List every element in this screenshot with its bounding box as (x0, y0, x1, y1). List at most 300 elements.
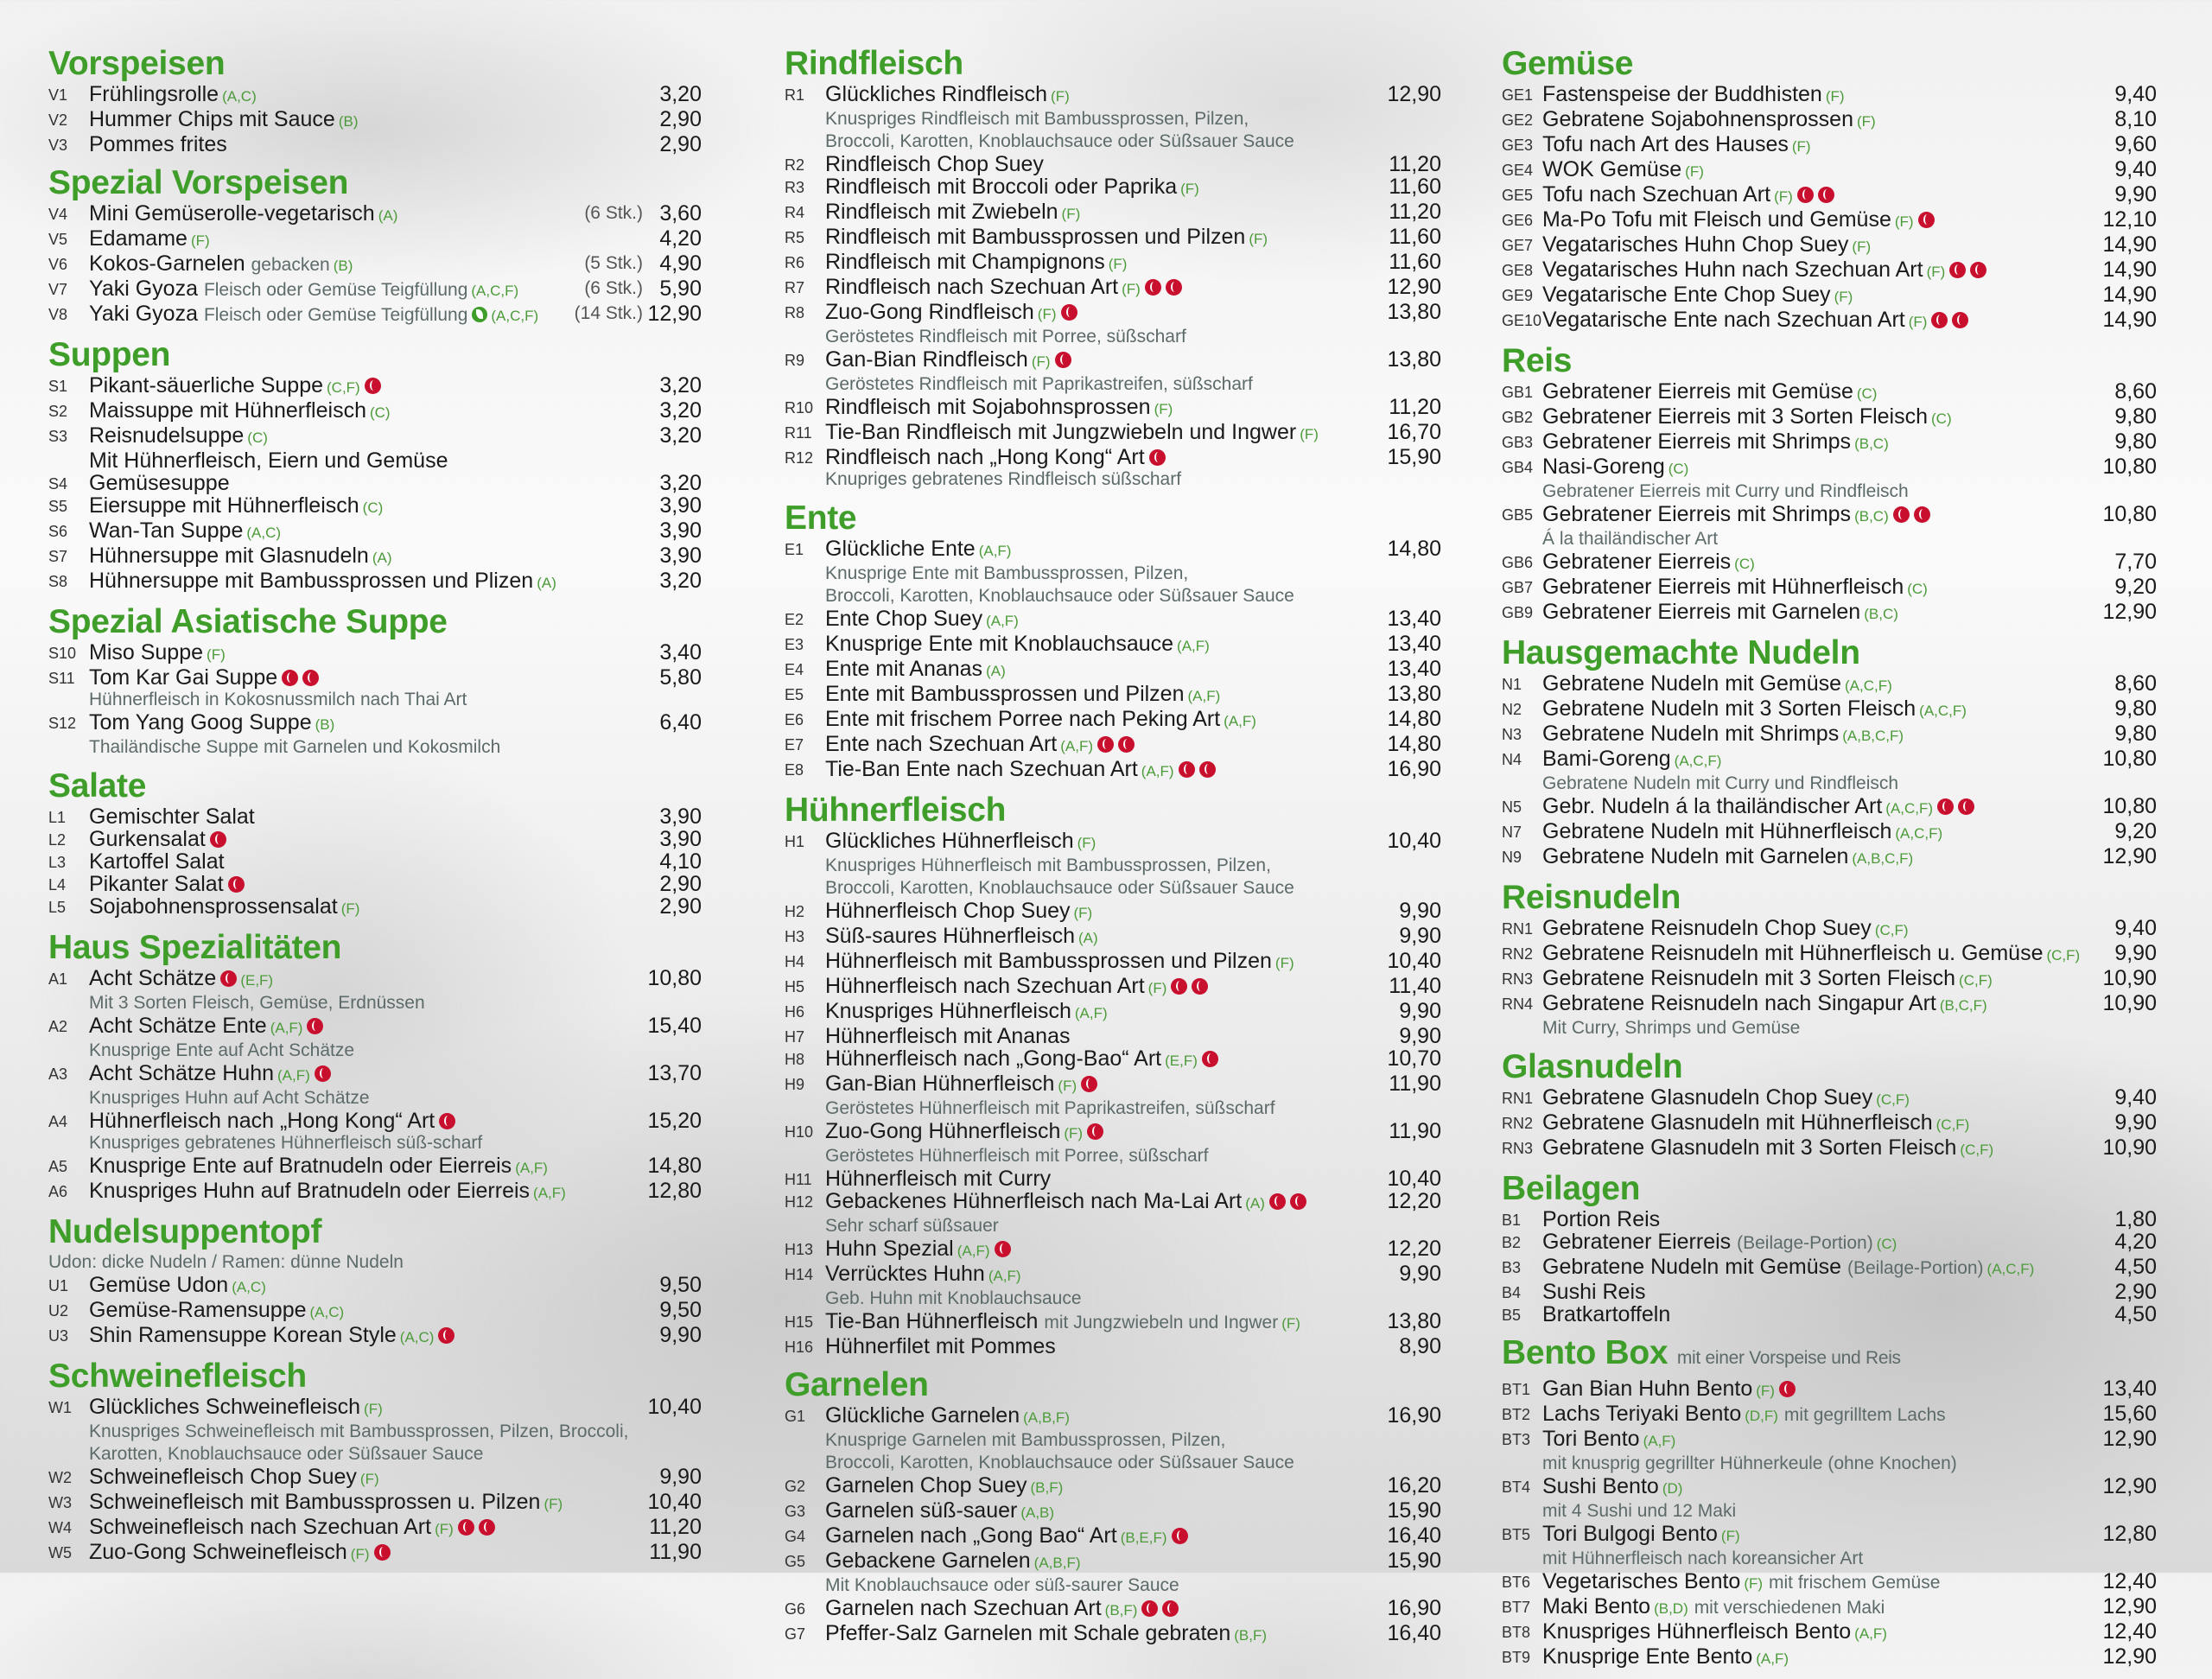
menu-item (1502, 697, 2157, 722)
item-name-line (825, 950, 1441, 975)
item-name-line (1542, 308, 2157, 334)
menu-item (48, 711, 702, 736)
item-price: 4,90 (659, 251, 702, 276)
menu-item (48, 850, 702, 873)
item-name: Gebratener Eierreis mit Shrimps (1542, 502, 1852, 526)
item-name: Tofu nach Art des Hauses (1542, 132, 1789, 156)
menu-item (48, 1299, 702, 1324)
item-name: Yaki Gyoza (89, 277, 198, 301)
item-name: Vegatarische Ente nach Szechuan Art (1542, 308, 1905, 332)
item-price: 5,90 (659, 277, 702, 301)
menu-item (1502, 208, 2157, 233)
item-price: 4,20 (659, 226, 702, 251)
section-title (785, 792, 1441, 830)
menu-item (48, 374, 702, 399)
item-allergens: (A,F) (957, 1243, 990, 1259)
item-allergens: (F) (1834, 289, 1853, 305)
item-name-line (1542, 1086, 2157, 1111)
menu-item (1502, 1428, 2157, 1453)
item-allergens: (A,C,F) (1986, 1261, 2035, 1277)
item-name-line (89, 1299, 702, 1324)
chili-icon (1118, 736, 1135, 753)
item-description: Broccoli, Karotten, Knoblauchsauce oder Süßsauer Sauce (825, 1453, 1294, 1472)
item-name: Acht Schätze Ente (89, 1014, 267, 1038)
item-name: Yaki Gyoza (89, 302, 198, 326)
item-name-line (825, 683, 1441, 708)
item-price: 14,90 (2102, 258, 2157, 282)
item-price: 10,80 (2102, 455, 2157, 479)
item-code: E1 (785, 541, 804, 558)
menu-item (785, 1310, 1441, 1335)
item-allergens: (F) (1857, 113, 1876, 130)
item-allergens: (A,C) (232, 1279, 266, 1295)
item-allergens: (A,F) (1854, 1625, 1887, 1642)
item-code: GE4 (1502, 162, 1534, 179)
item-allergens: (A) (1245, 1195, 1265, 1212)
item-allergens: (C,F) (1876, 1091, 1910, 1108)
menu-item (48, 1324, 702, 1349)
item-allergens: (F) (1037, 306, 1057, 322)
item-code: GE10 (1502, 312, 1542, 329)
item-name: Hühnersuppe mit Glasnudeln (89, 544, 369, 568)
item-name: Gebratener Eierreis mit 3 Sorten Fleisch (1542, 404, 1929, 429)
item-allergens: (F) (1274, 955, 1294, 971)
item-price: 9,90 (1399, 899, 1441, 923)
item-allergens: (A,B,C,F) (1842, 728, 1904, 744)
section-title (1502, 45, 2157, 83)
menu-item (1502, 430, 2157, 455)
item-price: 14,90 (2102, 283, 2157, 307)
menu-item (785, 1120, 1441, 1145)
item-code: R3 (785, 179, 805, 196)
item-price: 13,80 (1387, 347, 1441, 372)
item-name-line (825, 1072, 1441, 1097)
item-name: Ente mit frischem Porree nach Peking Art (825, 707, 1221, 731)
item-code: H8 (785, 1051, 805, 1068)
section-title (785, 1366, 1441, 1404)
menu-item (1502, 1136, 2157, 1161)
section-title-text: Garnelen (785, 1366, 929, 1403)
item-code: V2 (48, 111, 68, 129)
menu-item (1502, 1086, 2157, 1111)
item-name-line (1542, 967, 2157, 992)
item-allergens: (B) (333, 258, 353, 274)
item-price: 13,40 (1387, 657, 1441, 681)
item-description: Geröstetes Hühnerfleisch mit Porree, süßscharf (825, 1146, 1209, 1166)
item-name: Gemischter Salat (89, 805, 255, 829)
item-price: 3,60 (659, 201, 702, 226)
item-price: 8,90 (1399, 1334, 1441, 1358)
chili-icon (438, 1327, 454, 1344)
item-price: 12,20 (1387, 1237, 1441, 1261)
item-description: Gebratener Eierreis mit Curry und Rindfleisch (1542, 481, 1909, 501)
item-name: Fastenspeise der Buddhisten (1542, 82, 1822, 106)
item-name-line (825, 226, 1441, 251)
menu-section-hühnerfleisch (785, 792, 1441, 1358)
item-name: Gebratene Reisnudeln mit Hühnerfleisch u. Gemüse (1542, 941, 2044, 965)
item-price: 10,70 (1387, 1046, 1441, 1071)
item-code: V1 (48, 86, 68, 104)
item-name-line (89, 424, 702, 449)
item-name: Vegetarisches Bento (1542, 1569, 1741, 1593)
item-price: 10,40 (1387, 1167, 1441, 1191)
item-name: Pikant-säuerliche Suppe (89, 373, 323, 397)
item-price: 12,40 (2102, 1569, 2157, 1593)
item-name-line (1542, 917, 2157, 942)
menu-item (48, 1062, 702, 1087)
item-name: Knusprige Ente mit Knoblauchsauce (825, 632, 1174, 656)
section-subtitle: mit einer Vorspeise und Reis (1676, 1348, 1901, 1368)
item-allergens: (A,B,F) (1023, 1409, 1070, 1426)
item-name-line (825, 1310, 1441, 1335)
section-title (48, 603, 702, 641)
item-name-line (89, 1324, 702, 1349)
item-allergens: (F) (1300, 426, 1319, 442)
item-name-line (1542, 672, 2157, 697)
section-note: Udon: dicke Nudeln / Ramen: dünne Nudeln (48, 1252, 404, 1272)
item-price: 14,80 (1387, 537, 1441, 561)
item-code: V6 (48, 256, 68, 273)
item-name: Hühnerfleisch Chop Suey (825, 899, 1071, 923)
item-name-line (1542, 1377, 2157, 1402)
item-description: Knusprige Ente mit Bambussprossen, Pilzen, (825, 563, 1189, 583)
item-allergens: (A,C) (222, 88, 257, 105)
item-price: 12,90 (2102, 1474, 2157, 1498)
menu-item (1502, 1281, 2157, 1303)
menu-item (1502, 942, 2157, 967)
item-name: Knuspriges Hühnerfleisch Bento (1542, 1619, 1852, 1644)
item-name-line (1542, 133, 2157, 158)
item-name: Pommes frites (89, 132, 227, 156)
item-description: mit knusprig gegrillter Hühnerkeule (ohne Knochen) (1542, 1453, 1957, 1473)
item-price: 11,20 (1389, 200, 1441, 224)
item-name: Hühnerfleisch nach „Gong-Bao“ Art (825, 1046, 1162, 1071)
item-price: 3,20 (659, 423, 702, 448)
item-name: Rindfleisch mit Zwiebeln (825, 200, 1058, 224)
item-name-line (825, 733, 1441, 758)
item-name-line (1542, 503, 2157, 528)
menu-item (785, 396, 1441, 421)
item-price: 13,40 (1387, 632, 1441, 656)
menu-section-hausgemachte-nudeln (1502, 634, 2157, 870)
item-allergens: (F) (1108, 256, 1128, 272)
menu-section-nudelsuppentopf (48, 1213, 702, 1349)
item-name-line (89, 133, 702, 156)
menu-item (785, 708, 1441, 733)
item-name-line (1542, 942, 2157, 967)
menu-item (1502, 455, 2157, 480)
item-price: 12,90 (1387, 275, 1441, 299)
item-price: 2,90 (2114, 1280, 2157, 1304)
item-code: H6 (785, 1003, 805, 1021)
item-name: Miso Suppe (89, 640, 204, 665)
item-name: Gebackenes Hühnerfleisch nach Ma-Lai Art (825, 1189, 1243, 1213)
item-allergens: (A,B,C,F) (1852, 850, 1914, 867)
item-name-line (1542, 1231, 2157, 1256)
item-code: R4 (785, 204, 805, 221)
menu-section-reisnudeln (1502, 879, 2157, 1040)
item-price: 12,90 (2102, 844, 2157, 868)
item-name: Knuspriges Hühnerfleisch (825, 999, 1071, 1023)
item-name: Zuo-Gong Schweinefleisch (89, 1540, 347, 1564)
item-description: Karotten, Knoblauchsauce oder Süßsauer Sauce (89, 1444, 484, 1464)
chili-icon (1779, 1381, 1796, 1397)
item-code: A5 (48, 1158, 68, 1175)
item-code: H3 (785, 928, 805, 945)
item-name: Gebratener Eierreis (1542, 1230, 1732, 1254)
menu-item (785, 348, 1441, 373)
item-name-line (1542, 1475, 2157, 1500)
item-code: N5 (1502, 798, 1522, 816)
menu-item (1502, 845, 2157, 870)
item-description: Mit Curry, Shrimps und Gemüse (1542, 1018, 1801, 1038)
item-name-line (89, 1491, 702, 1516)
menu-item (785, 446, 1441, 468)
item-name-line (89, 472, 702, 494)
item-allergens: (A,F) (1074, 1005, 1108, 1021)
item-name-line (825, 758, 1441, 783)
item-name: Gebratener Eierreis mit Garnelen (1542, 600, 1861, 624)
item-code: V7 (48, 281, 68, 298)
item-name: Gemüse Udon (89, 1273, 229, 1297)
item-name: Sushi Bento (1542, 1474, 1659, 1498)
chili-icon (995, 1241, 1011, 1257)
item-name: Tori Bento (1542, 1427, 1640, 1451)
item-allergens: (B,C,F) (1939, 997, 1987, 1014)
item-name-line (89, 1396, 702, 1421)
chili-icon (307, 1018, 323, 1034)
item-code: RN2 (1502, 945, 1534, 963)
item-name: Gebratene Nudeln mit 3 Sorten Fleisch (1542, 696, 1916, 721)
menu-section-rindfleisch (785, 45, 1441, 491)
item-description: Broccoli, Karotten, Knoblauchsauce oder Süßsauer Sauce (825, 131, 1294, 151)
menu-item (785, 1025, 1441, 1047)
item-code: B3 (1502, 1259, 1522, 1276)
menu-section-suppen (48, 336, 702, 595)
item-code: GE5 (1502, 187, 1534, 204)
menu-item (1502, 308, 2157, 334)
item-price: 11,20 (1389, 395, 1441, 419)
section-title-text: Vorspeisen (48, 45, 226, 82)
item-code: U2 (48, 1302, 69, 1320)
menu-item (1502, 380, 2157, 405)
item-allergens: (A,C) (399, 1329, 435, 1345)
item-name: Maissuppe mit Hühnerfleisch (89, 398, 366, 423)
item-name: Vegatarisches Huhn Chop Suey (1542, 232, 1849, 257)
item-allergens: (C,F) (1936, 1116, 1970, 1133)
item-code: BT9 (1502, 1649, 1531, 1666)
item-name-line (1542, 258, 2157, 283)
chili-icon (1958, 798, 1974, 815)
item-price: 16,20 (1387, 1473, 1441, 1498)
item-name: Süß-saures Hühnerfleisch (825, 924, 1076, 948)
section-title-text: Glasnudeln (1502, 1048, 1683, 1085)
item-name: Shin Ramensuppe Korean Style (89, 1323, 397, 1347)
item-code: B5 (1502, 1307, 1522, 1324)
item-price: 10,40 (1387, 829, 1441, 853)
menu-item (1502, 1645, 2157, 1670)
item-price: 9,60 (2114, 132, 2157, 156)
item-allergens: (F) (1720, 1528, 1740, 1544)
item-name-line (89, 1466, 702, 1491)
item-code: GE9 (1502, 287, 1534, 304)
menu-item (1502, 1256, 2157, 1281)
item-price: 3,20 (659, 471, 702, 495)
item-price: 12,90 (2102, 600, 2157, 624)
item-price: 16,70 (1387, 420, 1441, 444)
section-title-text: Hühnerfleisch (785, 792, 1007, 829)
item-price: 16,40 (1387, 1523, 1441, 1548)
item-code: A1 (48, 970, 68, 988)
item-price: 4,50 (2114, 1302, 2157, 1326)
menu-item (1502, 576, 2157, 601)
item-code: GE6 (1502, 212, 1534, 229)
item-name-line (1542, 380, 2157, 405)
item-code: BT7 (1502, 1599, 1531, 1616)
item-price: 9,40 (2114, 82, 2157, 106)
item-code: GB5 (1502, 506, 1534, 524)
menu-item (1502, 550, 2157, 576)
item-allergens: (C) (369, 404, 391, 421)
item-price: 10,80 (2102, 794, 2157, 818)
item-price: 2,90 (659, 894, 702, 919)
item-price: 3,20 (659, 569, 702, 593)
item-code: G4 (785, 1528, 806, 1545)
item-quantity: (14 Stk.) (574, 303, 643, 323)
menu-item (48, 1274, 702, 1299)
item-price: 10,80 (2102, 747, 2157, 771)
item-allergens: (B,E,F) (1120, 1530, 1167, 1546)
item-name-line (1542, 795, 2157, 820)
item-name-line (89, 895, 702, 920)
item-name: Hühnersuppe mit Bambussprossen und Plizen (89, 569, 534, 593)
item-code: W4 (48, 1519, 72, 1536)
item-code: H16 (785, 1339, 814, 1356)
item-allergens: (F) (1756, 1383, 1775, 1399)
item-name-line (825, 153, 1441, 175)
item-code: RN4 (1502, 995, 1534, 1013)
item-code: R6 (785, 254, 805, 271)
item-allergens: (C) (247, 429, 268, 446)
item-code: W5 (48, 1544, 72, 1561)
item-price: 14,90 (2102, 232, 2157, 257)
item-name: Hühnerfleisch mit Bambussprossen und Pilzen (825, 949, 1272, 973)
item-price: 9,50 (659, 1298, 702, 1322)
chili-icon (1141, 1600, 1158, 1617)
menu-item (785, 950, 1441, 975)
item-code: H9 (785, 1076, 805, 1093)
item-code: S3 (48, 428, 68, 445)
menu-item (48, 519, 702, 544)
item-name: WOK Gemüse (1542, 157, 1682, 181)
item-name: Reisnudelsuppe (89, 423, 245, 448)
chili-icon (479, 1519, 495, 1536)
chili-icon (210, 831, 226, 848)
chili-icon (1199, 761, 1216, 778)
item-code: B4 (1502, 1284, 1522, 1301)
item-name: Ente Chop Suey (825, 607, 983, 631)
item-code: R5 (785, 229, 805, 246)
section-title (48, 1213, 702, 1251)
section-title (48, 767, 702, 805)
item-name: Gebratener Eierreis (1542, 550, 1732, 574)
item-description: Thailändische Suppe mit Garnelen und Kokosmilch (89, 737, 501, 757)
chili-icon (1914, 506, 1930, 523)
item-name-line (825, 537, 1441, 563)
item-description: Mit Hühnerfleisch, Eiern und Gemüse (89, 448, 448, 473)
item-name: Hühnerfleisch mit Curry (825, 1167, 1052, 1191)
menu-item (48, 895, 702, 920)
item-name-line (825, 1549, 1441, 1574)
item-allergens: (C) (1734, 556, 1755, 572)
chili-icon (282, 670, 298, 686)
item-code: H1 (785, 833, 805, 850)
item-allergens: (F) (1122, 281, 1141, 297)
item-name-line (1542, 1136, 2157, 1161)
item-name: Sushi Reis (1542, 1280, 1646, 1304)
menu-item (785, 153, 1441, 175)
chili-icon (439, 1113, 455, 1129)
item-name-line (89, 850, 702, 873)
item-code: A4 (48, 1113, 68, 1130)
item-name: Sojabohnensprossensalat (89, 894, 338, 919)
menu-item (1502, 258, 2157, 283)
chili-icon (1162, 1600, 1179, 1617)
menu-item (1502, 233, 2157, 258)
item-name-line (89, 227, 702, 252)
chili-icon (315, 1065, 331, 1082)
item-allergens: (F) (1154, 401, 1173, 417)
item-name: Mini Gemüserolle-vegetarisch (89, 201, 375, 226)
item-price: 10,80 (2102, 502, 2157, 526)
item-name-line (89, 544, 702, 569)
item-code: H10 (785, 1123, 814, 1141)
item-name: Pfeffer-Salz Garnelen mit Schale gebraten (825, 1621, 1231, 1645)
chili-icon (365, 378, 381, 394)
item-code: N3 (1502, 726, 1522, 743)
item-allergens: (F) (190, 232, 210, 249)
menu-item (1502, 820, 2157, 845)
item-name-line (89, 1014, 702, 1040)
section-title-text: Nudelsuppentopf (48, 1213, 322, 1250)
item-price: 13,70 (647, 1061, 702, 1085)
item-description: Knusprige Ente auf Acht Schätze (89, 1040, 355, 1060)
item-price: 9,90 (659, 1323, 702, 1347)
item-name: Maki Bento (1542, 1594, 1651, 1619)
item-allergens: (F) (1926, 264, 1946, 280)
menu-item (785, 925, 1441, 950)
item-name: Vegatarische Ente Chop Suey (1542, 283, 1831, 307)
item-name: Gebr. Nudeln á la thailändischer Art (1542, 794, 1883, 818)
menu-item (48, 1110, 702, 1132)
item-price: 9,90 (1399, 924, 1441, 948)
menu-item (785, 1072, 1441, 1097)
item-price: 14,80 (1387, 732, 1441, 756)
item-allergens: (C) (1907, 581, 1928, 597)
item-code: R12 (785, 449, 814, 467)
item-allergens: (A,C,F) (1674, 753, 1722, 769)
item-detail: mit verschiedenen Maki (1694, 1598, 1885, 1618)
item-code: U1 (48, 1277, 69, 1294)
item-allergens: (A,C,F) (1895, 825, 1943, 842)
item-code: GE2 (1502, 111, 1534, 129)
item-name: Wan-Tan Suppe (89, 518, 244, 543)
section-title-text: Bento Box (1502, 1334, 1669, 1371)
item-name: Gebratene Nudeln mit Garnelen (1542, 844, 1849, 868)
item-allergens: (F) (364, 1401, 383, 1417)
menu-section-glasnudeln (1502, 1048, 2157, 1161)
item-allergens: (B) (315, 716, 335, 733)
